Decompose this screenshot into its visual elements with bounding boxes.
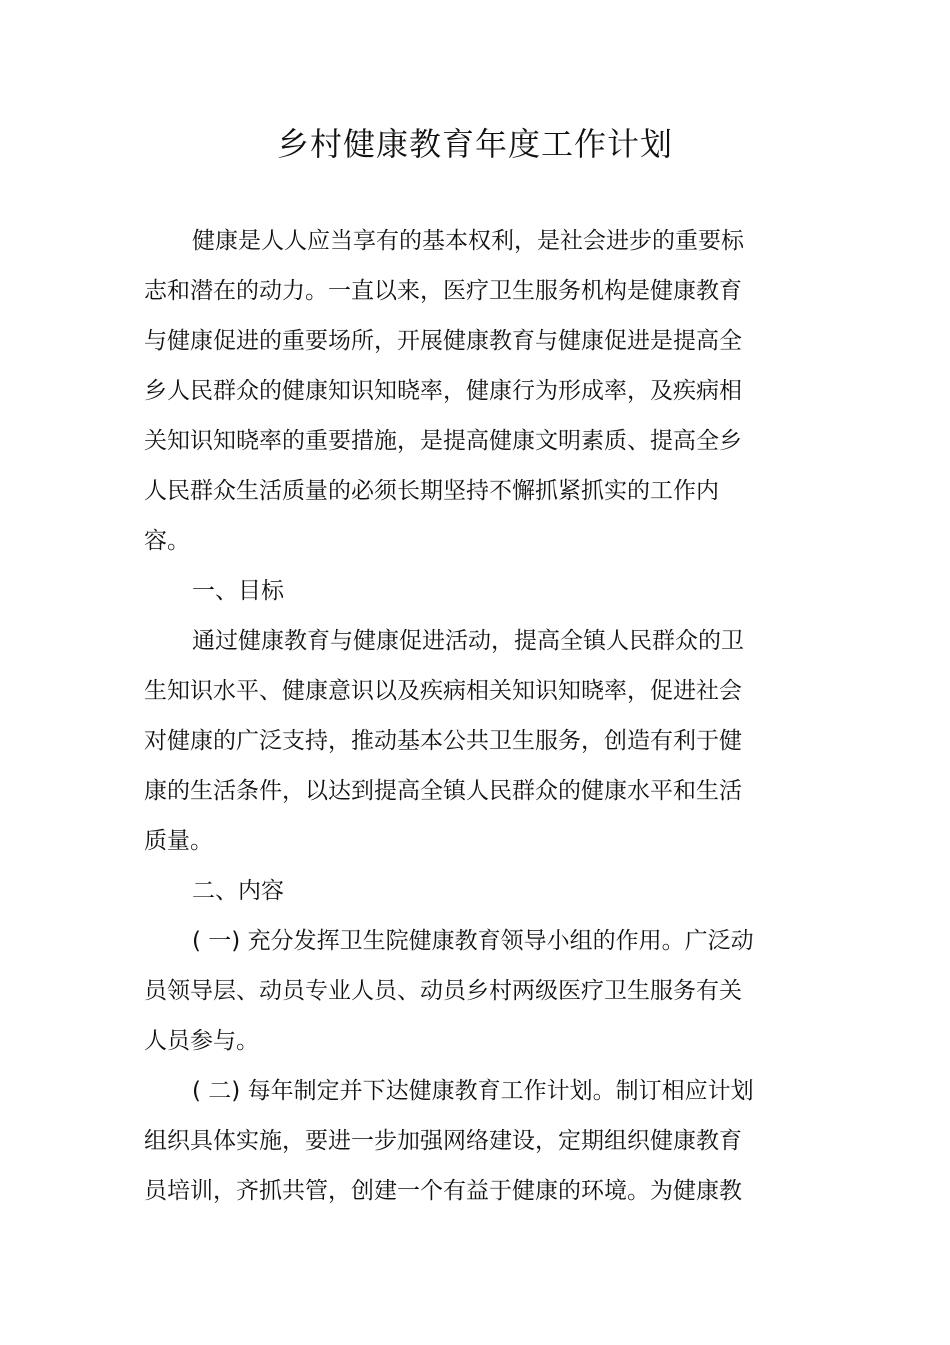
paragraph-line: 通过健康教育与健康促进活动，提高全镇人民群众的卫 [192,628,744,654]
paragraph-line: 人民群众生活质量的必须长期坚持不懈抓紧抓实的工作内 [144,478,719,504]
paragraph-line: 志和潜在的动力。一直以来，医疗卫生服务机构是健康教育 [144,278,742,304]
paragraph-line: 对健康的广泛支持，推动基本公共卫生服务，创造有利于健 [144,728,742,754]
paragraph-line: 乡人民群众的健康知识知晓率，健康行为形成率，及疾病相 [144,378,742,404]
paragraph-line: 人员参与。 [144,1028,259,1054]
paragraph-line: 生知识水平、健康意识以及疾病相关知识知晓率，促进社会 [144,678,742,704]
section-heading: 二、内容 [192,878,284,904]
section-heading: 一、目标 [192,578,284,604]
paragraph-line: ( 二) 每年制定并下达健康教育工作计划。制订相应计划 [192,1078,754,1104]
paragraph-line: ( 一) 充分发挥卫生院健康教育领导小组的作用。广泛动 [192,928,754,954]
paragraph-line: 与健康促进的重要场所，开展健康教育与健康促进是提高全 [144,328,742,354]
paragraph-line: 员培训，齐抓共管，创建一个有益于健康的环境。为健康教 [144,1178,742,1204]
paragraph-line: 质量。 [144,828,213,854]
paragraph-line: 组织具体实施，要进一步加强网络建设，定期组织健康教育 [144,1128,742,1154]
paragraph-line: 员领导层、动员专业人员、动员乡村两级医疗卫生服务有关 [144,978,742,1004]
paragraph-line: 健康是人人应当享有的基本权利，是社会进步的重要标 [192,228,744,254]
document-body [144,216,764,1216]
paragraph-line: 关知识知晓率的重要措施，是提高健康文明素质、提高全乡 [144,428,742,454]
paragraph-line: 康的生活条件，以达到提高全镇人民群众的健康水平和生活 [144,778,742,804]
document-title: 乡村健康教育年度工作计划 [276,125,673,163]
paragraph-line: 容。 [144,528,190,554]
